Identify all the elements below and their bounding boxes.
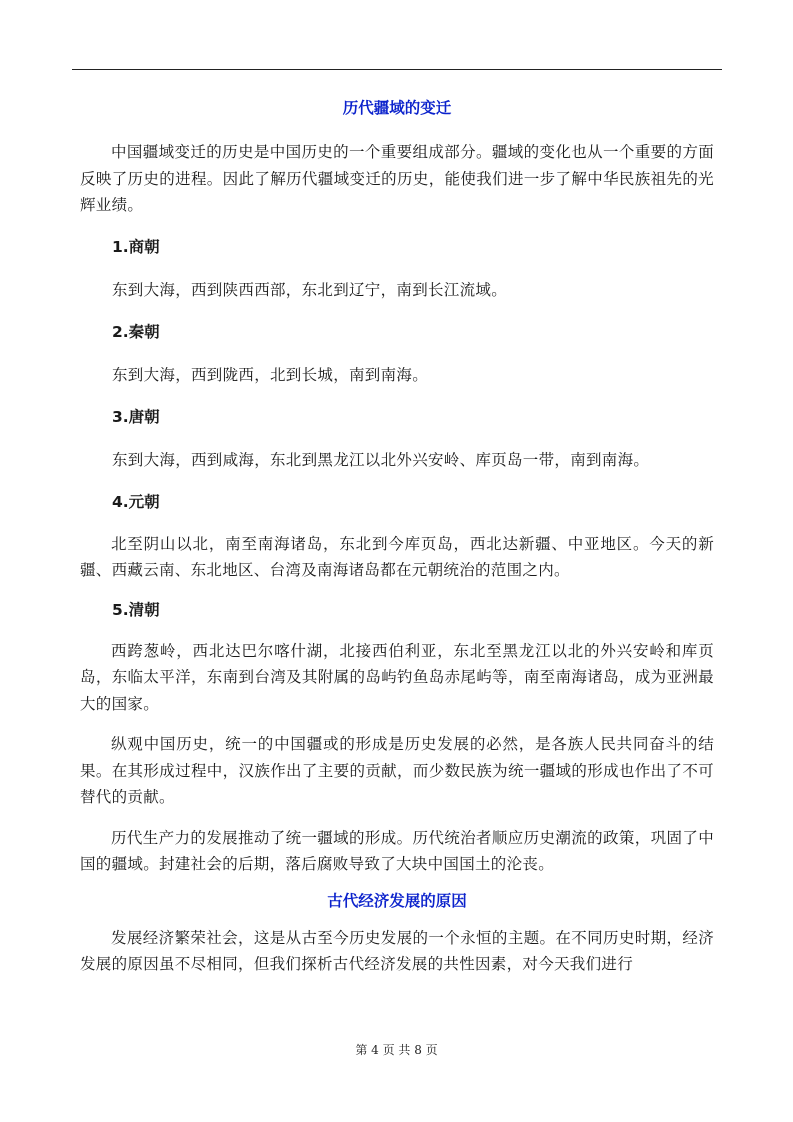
dynasty-text-qing: 西跨葱岭，西北达巴尔喀什湖，北接西伯利亚，东北至黑龙江以北的外兴安岭和库页岛，东临太平洋，东南到台湾及其附属的岛屿钓鱼岛赤尾屿等，南至南海诸岛，成为亚洲最大的国家。 [80, 641, 714, 713]
document-body [80, 96, 714, 978]
conclusion-paragraph: 历代生产力的发展推动了统一疆域的形成。历代统治者顺应历史潮流的政策，巩固了中国的疆域。封建社会的后期，落后腐败导致了大块中国国土的沦丧。 [80, 828, 714, 873]
section-title: 历代疆域的变迁 [342, 99, 452, 117]
intro-paragraph: 发展经济繁荣社会，这是从古至今历史发展的一个永恒的主题。在不同历史时期，经济发展的原因虽不尽相同，但我们探析古代经济发展的共性因素，对今天我们进行 [80, 928, 714, 973]
dynasty-heading-shang: 1.商朝 [112, 237, 160, 256]
dynasty-text-tang: 东到大海，西到咸海，东北到黑龙江以北外兴安岭、库页岛一带，南到南海。 [112, 450, 650, 469]
conclusion-paragraph: 纵观中国历史，统一的中国疆或的形成是历史发展的必然，是各族人民共同奋斗的结果。在其形成过程中，汉族作出了主要的贡献，而少数民族为统一疆域的形成也作出了不可替代的贡献。 [80, 735, 714, 806]
dynasty-text-shang: 东到大海，西到陕西西部，东北到辽宁，南到长江流域。 [112, 280, 508, 299]
dynasty-text-yuan: 北至阴山以北，南至南海诸岛，东北到今库页岛，西北达新疆、中亚地区。今天的新疆、西藏云南、东北地区、台湾及南海诸岛都在元朝统治的范围之内。 [80, 534, 714, 579]
intro-paragraph: 中国疆域变迁的历史是中国历史的一个重要组成部分。疆域的变化也从一个重要的方面反映了历史的进程。因此了解历代疆域变迁的历史，能使我们进一步了解中华民族祖先的光辉业绩。 [80, 143, 714, 214]
dynasty-text-qin: 东到大海，西到陇西，北到长城，南到南海。 [112, 365, 429, 384]
dynasty-heading-yuan: 4.元朝 [112, 492, 160, 511]
dynasty-heading-qing: 5.清朝 [112, 600, 160, 619]
page-number: 第 4 页 共 8 页 [355, 1043, 438, 1057]
dynasty-heading-tang: 3.唐朝 [112, 407, 160, 426]
dynasty-heading-qin: 2.秦朝 [112, 322, 160, 341]
section-title: 古代经济发展的原因 [327, 891, 467, 910]
header-rule [72, 69, 722, 70]
